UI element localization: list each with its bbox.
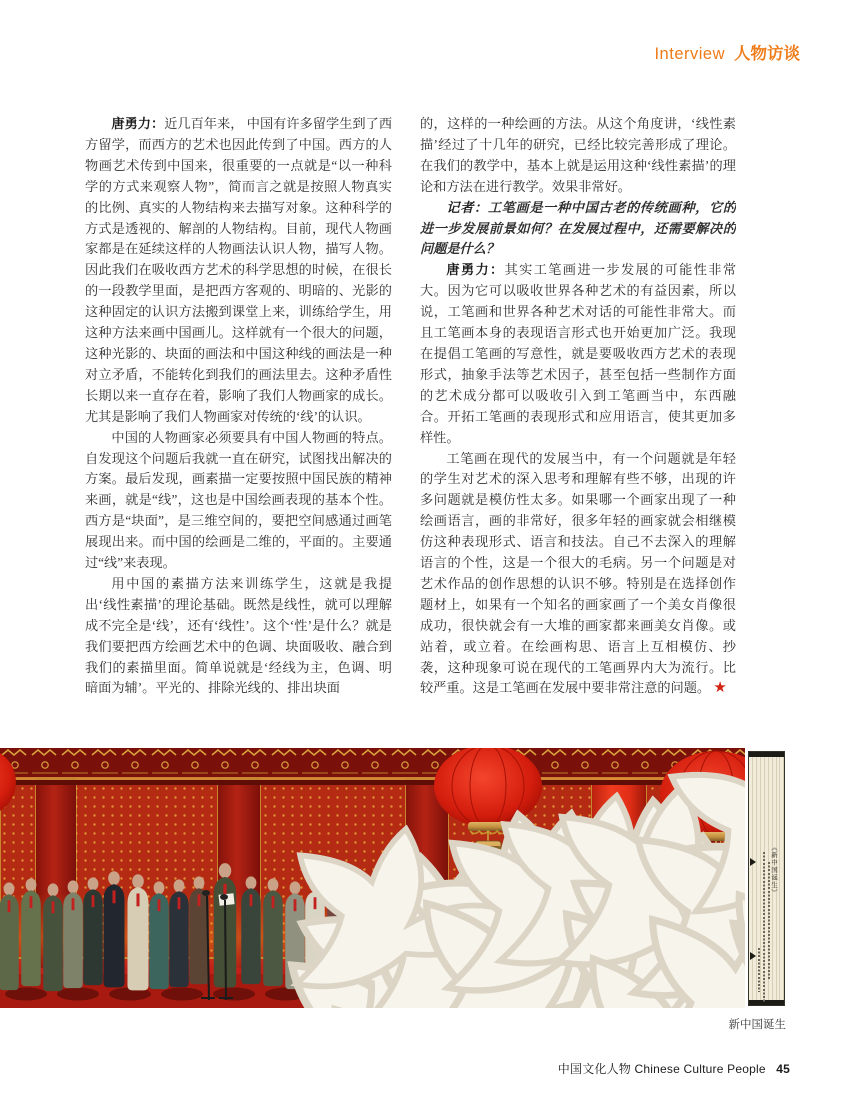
interviewer-question xyxy=(420,198,736,261)
journal-name-zh: 中国文化人物 xyxy=(557,1062,631,1076)
paragraph xyxy=(420,260,736,448)
page-number: 45 xyxy=(776,1062,790,1076)
colophon-text-lines xyxy=(758,948,760,992)
colophon-text-lines xyxy=(768,862,770,980)
journal-name-en: Chinese Culture People xyxy=(634,1062,766,1076)
page-header xyxy=(440,40,800,64)
colophon-notch xyxy=(750,858,756,866)
paragraph xyxy=(85,428,392,574)
paragraph xyxy=(420,449,736,700)
article-column-left xyxy=(85,114,392,732)
colophon-panel xyxy=(748,751,785,1006)
section-title-zh: 人物访谈 xyxy=(734,45,800,63)
paragraph-text: 的，这样的一种绘画的方法。从这个角度讲，‘线性素描’经过了十几年的研究，已经比较完善形成了理论。在我们的教学中，基本上就是运用这种‘线性素描’的理论和方法在进行教学。效果非常好。 xyxy=(420,116,736,194)
page-footer xyxy=(360,1060,790,1077)
paragraph-text: 工笔画在现代的发展当中，有一个问题就是年轻的学生对艺术的深入思考和理解有些不够，出现的许多问题就是模仿性太多。如果哪一个画家出现了一种绘画语言，画的非常好，很多年轻的画家就会相继模仿这种表现形式、语言和技法。自己不去深入的理解语言的个性，这是一个很大的毛病。另一个问题是对艺术作品的创作思想的认识不够。特别是在选择创作题材上，如果有一个知名的画家画了一个美女肖像很成功，很快就会有一大堆的画家都来画美女肖像。或站着，或立着。在绘画构思、语言上互相模仿、抄袭，这种现象可说在现代的工笔画界内大为流行。比较严重。这是工笔画在发展中要非常注意的问题。 xyxy=(420,450,736,696)
painting-new-china xyxy=(0,748,745,1008)
colophon-title: 《新中国诞生》 xyxy=(770,844,777,897)
speaker-name: 唐勇力： xyxy=(446,262,505,278)
paragraph xyxy=(85,574,392,699)
colophon-top-bar xyxy=(749,752,784,757)
paragraph-continuation xyxy=(420,114,736,198)
painting-caption: 新中国诞生 xyxy=(728,1019,786,1031)
paragraph-text: 用中国的素描方法来训练学生，这就是我提出‘线性素描’的理论基础。既然是线性，就可以理解成不完全是‘线’，还有‘线性’。这个‘性’是什么？就是我们要把西方绘画艺术中的色调、块面吸收、融合到我们的素描里面。简单说就是‘经线为主，色调、明暗面为辅’。平光的、排除光线的、排出块面 xyxy=(85,575,392,696)
speaker-name: 记者： xyxy=(446,199,488,215)
section-title-en: Interview xyxy=(654,45,725,63)
paragraph xyxy=(85,114,392,428)
speaker-name: 唐勇力： xyxy=(111,116,165,131)
paragraph-text: 近几百年来， 中国有许多留学生到了西方留学，而西方的艺术也因此传到了中国。西方的人物画艺术传到中国来，很重要的一点就是“以一种科学的方式来观察人物”，简而言之就是按照人物真实的比例、真实的人物结构来去描写对象。这种科学的方式是透视的、解剖的人物结构。目前，现代人物画家都是在延续这样的人物画法认识人物，描写人物。因此我们在吸收西方艺术的科学思想的时候，在很长的一段教学里面，是把西方客观的、明暗的、光影的这种固定的认识方法搬到课堂上来，训练给学生，用这种方法来画中国画儿。这样就有一个很大的问题，这种光影的、块面的画法和中国这种线的画法是一种对立矛盾，不能转化到我们的画法里去。这种矛盾性长期以来一直存在着，影响了我们人物画家的成长。尤其是影响了我们人物画家对传统的‘线’的认识。 xyxy=(85,116,392,424)
colophon-notch xyxy=(750,952,756,960)
colophon-bottom-bar xyxy=(749,1000,784,1005)
end-star-mark: ★ xyxy=(713,680,729,697)
colophon-text-lines xyxy=(763,852,765,1002)
paragraph-text: 其实工笔画进一步发展的可能性非常大。因为它可以吸收世界各种艺术的有益因素，所以说，工笔画和世界各种艺术对话的可能性非常大。而且工笔画本身的表现语言形式也开始更加广泛。我现在提倡工笔画的写意性，就是要吸收西方艺术的表现形式，抽象手法等艺术因子，甚至包括一些制作方面的艺术成分都可以吸收引入到工笔画当中，东西融合。开拓工笔画的表现形式和应用语言，使其更加多样性。 xyxy=(420,262,736,445)
paragraph-text: 工笔画是一种中国古老的传统画种，它的进一步发展前景如何？在发展过程中，还需要解决的问题是什么？ xyxy=(420,199,736,257)
paragraph-text: 中国的人物画家必须要具有中国人物画的特点。自发现这个问题后我就一直在研究，试图找出解决的方案。最后发现，画素描一定要按照中国民族的精神来画，就是“线”，这也是中国绘画表现的基本个性。西方是“块面”，是三维空间的，要把空间感通过画笔展现出来。而中国的绘画是二维的，平面的。主要通过“线”来表现。 xyxy=(85,429,392,571)
article-column-right xyxy=(420,114,736,732)
